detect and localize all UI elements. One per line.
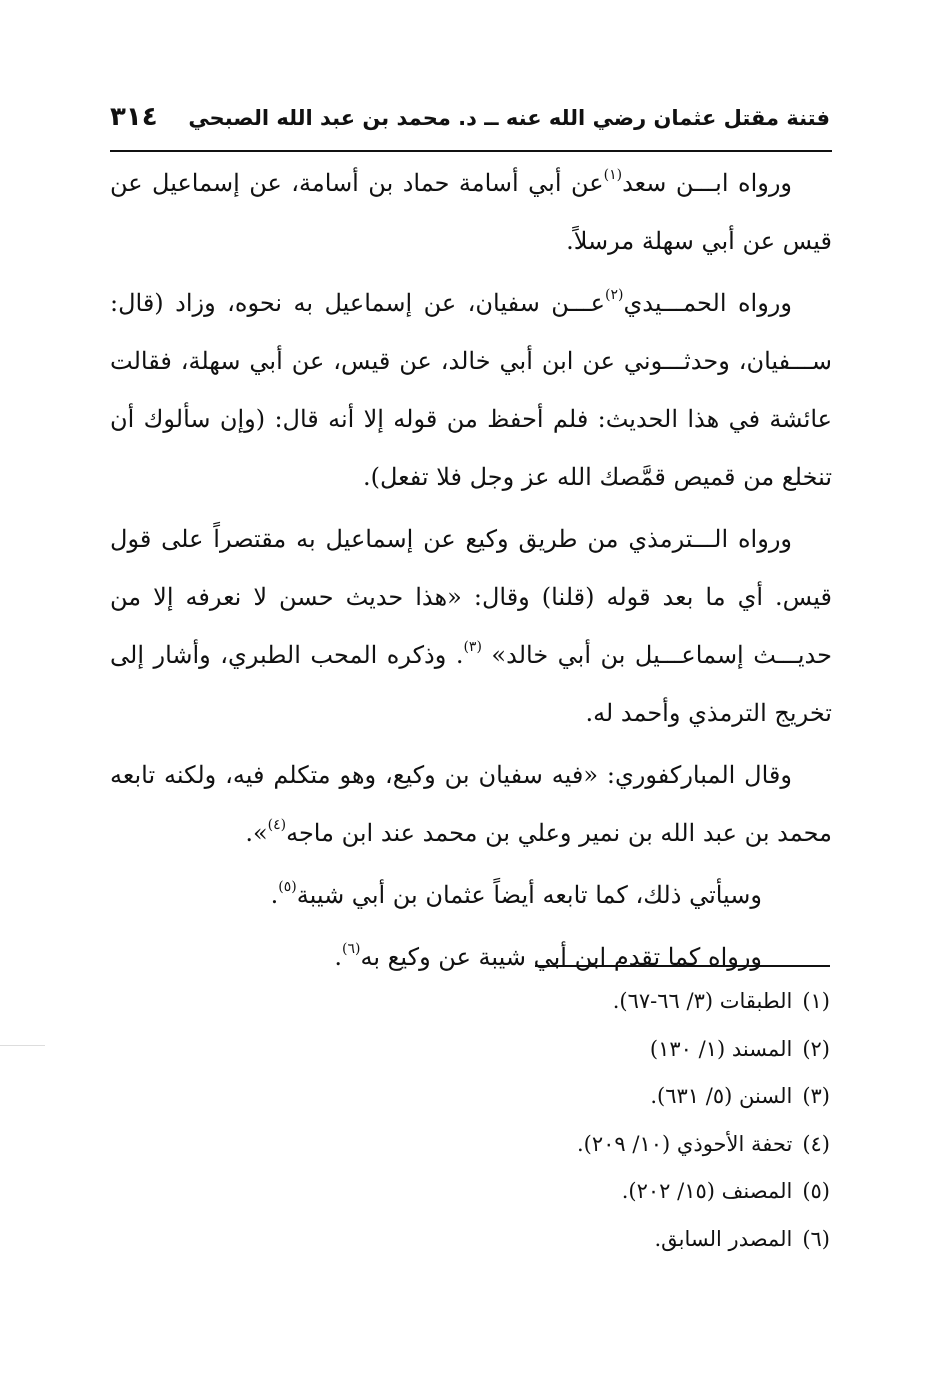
footnote-reference: (٥) — [278, 879, 297, 895]
footnote-item — [400, 1026, 830, 1074]
paragraph-text: وسيأتي ذلك، كما تابعه أيضاً عثمان بن أبي شيبة — [296, 881, 762, 909]
footnote-reference: (١) — [603, 167, 623, 183]
footnote-number: (١) — [802, 989, 830, 1013]
footnote-text: الطبقات (٣/ ٦٦-٦٧). — [612, 989, 793, 1013]
footnote-reference: (٢) — [604, 287, 624, 303]
paragraph-text: ». — [245, 819, 268, 847]
footnote-item — [400, 1121, 830, 1169]
paragraph — [110, 510, 832, 742]
paragraph-text: . وذكره المحب الطبري، وأشار إلى تخريج الترمذي وأحمد له. — [110, 641, 832, 727]
footnote-reference: (٣) — [463, 639, 482, 655]
paragraph-text: ورواه الـــترمذي من طريق وكيع عن إسماعيل به مقتصراً على قول قيس. أي ما بعد قوله (قلنا) وقال: «هذا حديث حسن لا نعرفه إلا من حديـــث إسماعـــيل بن أبي خالد» — [110, 525, 832, 669]
footnote-item — [400, 1216, 830, 1264]
running-title: فتنة مقتل عثمان رضي الله عنه ــ د. محمد بن عبد الله الصبحي — [188, 106, 830, 130]
page-number: ٣١٤ — [110, 102, 158, 132]
header-divider — [110, 150, 832, 152]
paragraph-text: . — [270, 881, 279, 909]
footnote-number: (٦) — [802, 1226, 830, 1251]
paragraph — [110, 746, 832, 862]
paragraph-text: ورواه ابـــن سعد — [622, 169, 793, 197]
footnote-number: (٢) — [802, 1036, 830, 1061]
paragraph-text: ورواه كما تقدم ابن أبي شيبة عن وكيع به — [360, 943, 762, 971]
main-text — [110, 154, 832, 990]
footnote-reference: (٤) — [267, 817, 287, 833]
paragraph — [110, 274, 832, 506]
footnote-number: (٣) — [802, 1084, 830, 1108]
paragraph — [110, 154, 832, 270]
footnote-text: تحفة الأحوذي (١٠/ ٢٠٩). — [577, 1131, 793, 1156]
paragraph-text: ورواه الحمـــيدي — [623, 289, 792, 317]
paragraph-text: عن أبي أسامة حماد بن أسامة، عن إسماعيل عن قيس عن أبي سهلة مرسلاً. — [110, 169, 832, 255]
footnote-text: السنن (٥/ ٦٣١). — [650, 1084, 793, 1108]
footnote-divider — [535, 965, 830, 967]
paragraph-text: وقال المباركفوري: «فيه سفيان بن وكيع، وهو متكلم فيه، ولكنه تابعه محمد بن عبد الله بن نمير وعلي بن محمد عند ابن ماجه — [110, 761, 832, 847]
footnotes — [400, 978, 830, 1263]
footnote-item — [400, 978, 830, 1026]
footnote-text: المصدر السابق. — [654, 1226, 793, 1251]
paragraph — [110, 866, 832, 924]
footnote-item — [400, 1168, 830, 1216]
paragraph-text: . — [334, 943, 342, 971]
paragraph-text: عـــن سفيان، عن إسماعيل به نحوه، وزاد (قال: ســـفيان، وحدثـــوني عن ابن أبي خالد، عن قيس، عن أبي سهلة، فقالت عائشة في هذا الحديث: فلم أحفظ من قوله إلا أنه قال: (وإن سألوك أن تنخلع من قميص قمَّصك الله عز وجل فلا تفعل). — [110, 289, 832, 491]
footnote-item — [400, 1073, 830, 1121]
footnote-number: (٤) — [802, 1131, 830, 1156]
footnote-reference: (٦) — [342, 941, 361, 957]
footnote-text: المسند (١/ ١٣٠) — [649, 1036, 793, 1061]
footnote-number: (٥) — [802, 1179, 830, 1203]
footnote-text: المصنف (١٥/ ٢٠٢). — [621, 1179, 793, 1203]
page-edge-mark — [0, 1045, 45, 1046]
page-header — [110, 100, 830, 144]
